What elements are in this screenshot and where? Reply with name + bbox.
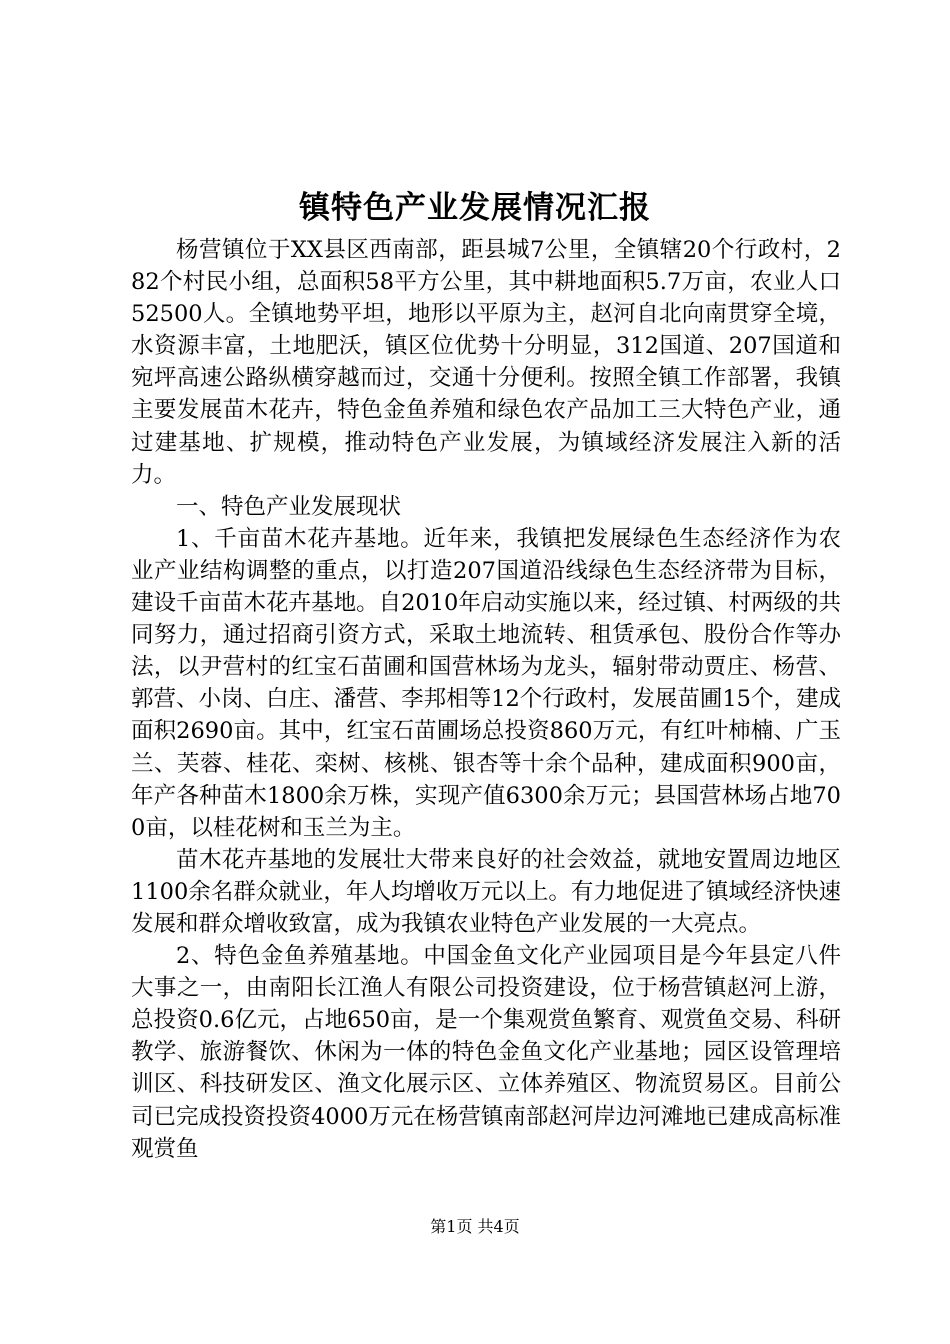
paragraph-goldfish-base: 2、特色金鱼养殖基地。中国金鱼文化产业园项目是今年县定八件大事之一，由南阳长江渔人有限公司投资建设，位于杨营镇赵河上游，总投资0.6亿元，占地650亩，是一个集观赏鱼繁育、观赏鱼交易、科研教学、旅游餐饮、休闲为一体的特色金鱼文化产业基地；园区设管理培训区、科技研发区、渔文化展示区、立体养殖区、物流贸易区。目前公司已完成投资投资4000万元在杨营镇南部赵河岸边河滩地已建成高标准观赏鱼	[131, 943, 841, 1162]
paragraph-nursery-benefits: 苗木花卉基地的发展壮大带来良好的社会效益，就地安置周边地区1100余名群众就业，年人均增收万元以上。有力地促进了镇域经济快速发展和群众增收致富，成为我镇农业特色产业发展的一大亮点。	[131, 846, 841, 937]
paragraph-nursery-base: 1、千亩苗木花卉基地。近年来，我镇把发展绿色生态经济作为农业产业结构调整的重点，以打造207国道沿线绿色生态经济带为目标，建设千亩苗木花卉基地。自2010年启动实施以来，经过镇、村两级的共同努力，通过招商引资方式，采取土地流转、租赁承包、股份合作等办法，以尹营村的红宝石苗圃和国营林场为龙头，辐射带动贾庄、杨营、郭营、小岗、白庄、潘营、李邦相等12个行政村，发展苗圃15个，建成面积2690亩。其中，红宝石苗圃场总投资860万元，有红叶柿楠、广玉兰、芙蓉、桂花、栾树、核桃、银杏等十余个品种，建成面积900亩，年产各种苗木1800余万株，实现产值6300余万元；县国营林场占地700亩，以桂花树和玉兰为主。	[131, 525, 841, 841]
document-title: 镇特色产业发展情况汇报	[299, 190, 651, 226]
document-body	[131, 234, 841, 1165]
paragraph-intro: 杨营镇位于XX县区西南部，距县城7公里，全镇辖20个行政村，282个村民小组，总面积58平方公里，其中耕地面积5.7万亩，农业人口52500人。全镇地势平坦，地形以平原为主，赵河自北向南贯穿全境，水资源丰富，土地肥沃，镇区位优势十分明显，312国道、207国道和宛坪高速公路纵横穿越而过，交通十分便利。按照全镇工作部署，我镇主要发展苗木花卉，特色金鱼养殖和绿色农产品加工三大特色产业，通过建基地、扩规模，推动特色产业发展，为镇域经济发展注入新的活力。	[131, 237, 841, 488]
section-heading-current-status: 一、特色产业发展现状	[176, 493, 402, 520]
page-footer: 第1页 共4页	[430, 1217, 520, 1236]
